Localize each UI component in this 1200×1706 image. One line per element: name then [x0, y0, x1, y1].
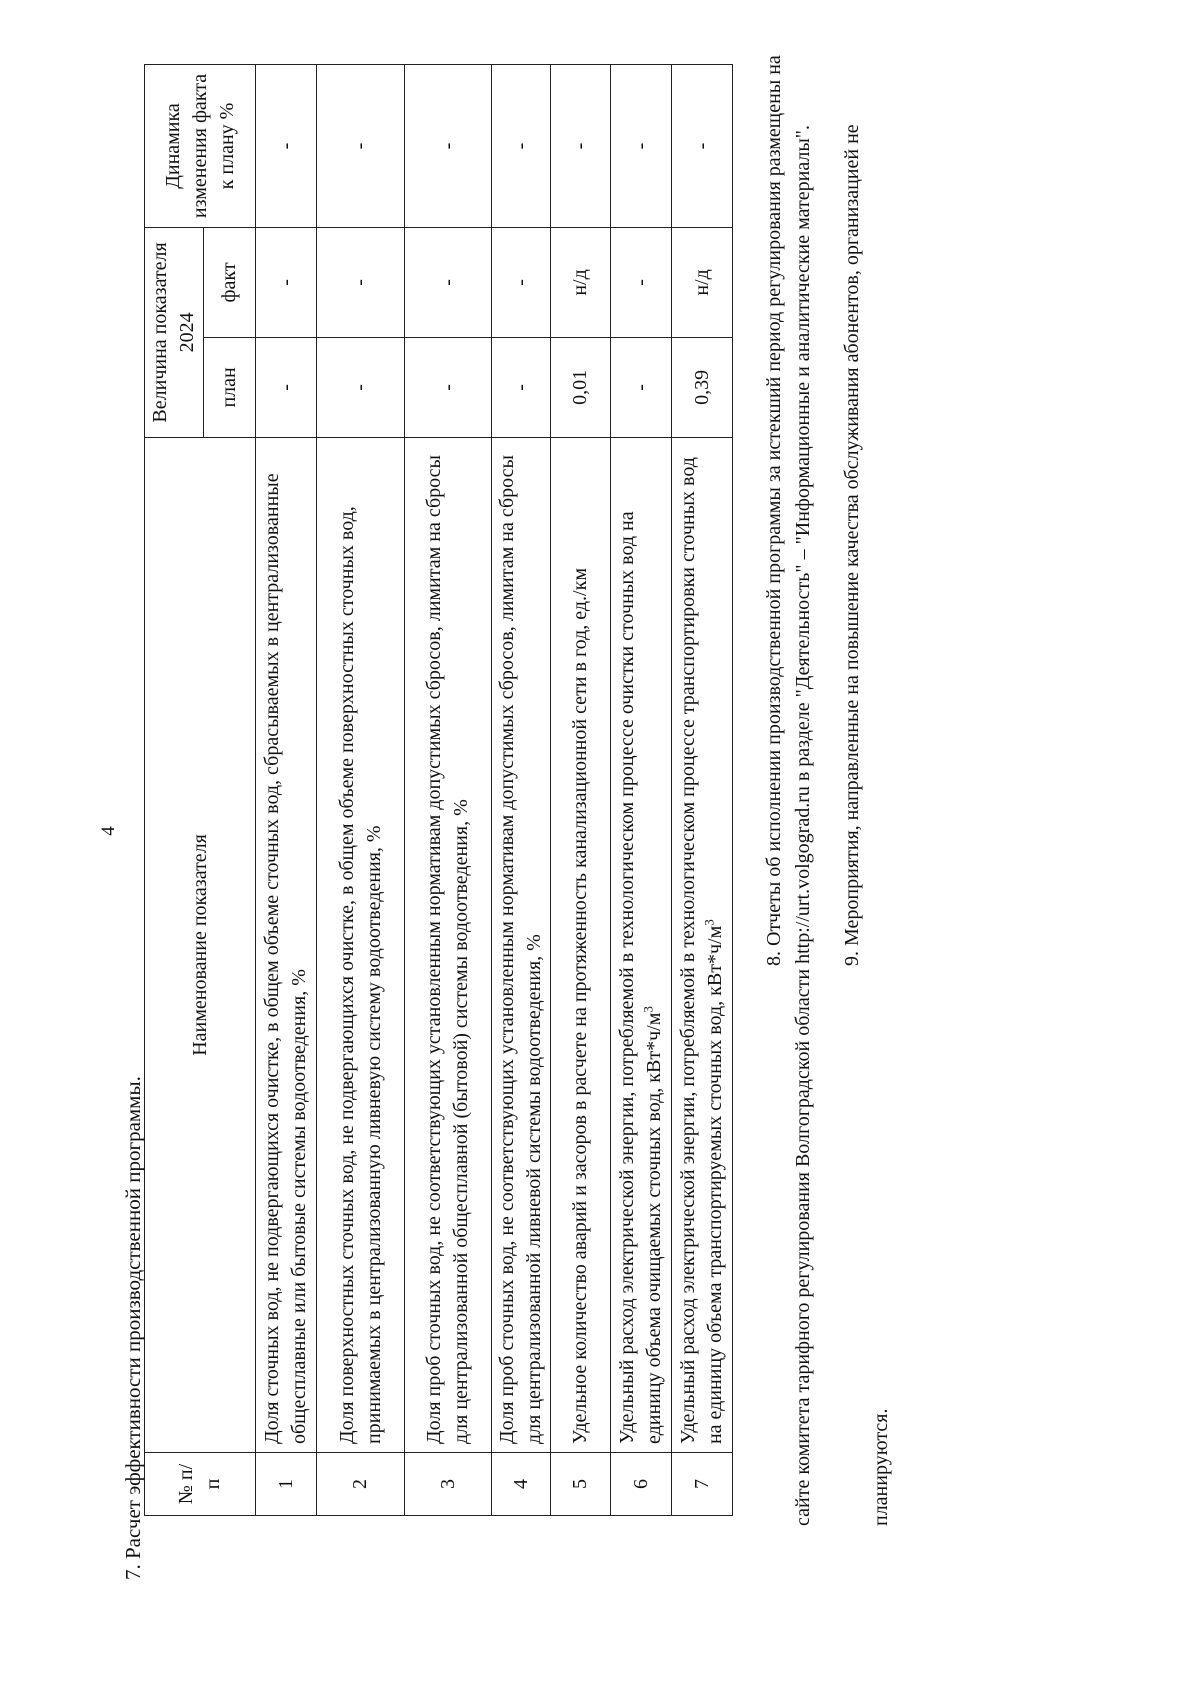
row-fact: - — [405, 227, 492, 337]
row-dynamics: - — [256, 65, 317, 228]
table-row — [256, 65, 317, 1516]
row-fact: - — [492, 227, 551, 337]
row-num: 5 — [551, 1453, 611, 1516]
row-fact: н/д — [551, 227, 611, 337]
row-plan: 0,01 — [551, 337, 611, 437]
row-fact: - — [256, 227, 317, 337]
row-num: 6 — [611, 1453, 672, 1516]
row-plan: 0,39 — [672, 337, 733, 437]
row-dynamics: - — [672, 65, 733, 228]
row-name-text: Удельный расход электрической энергии, потребляемой в технологическом процессе очистки сточных вод на единицу объема очищаемых сточных вод, кВт*ч/м — [616, 511, 665, 1445]
header-fact: факт — [204, 227, 256, 337]
row-num: 2 — [317, 1453, 405, 1516]
header-dynamics: Динамика изменения факта к плану % — [145, 65, 256, 228]
table-row — [672, 65, 733, 1516]
row-name: Доля поверхностных сточных вод, не подвергающихся очистке, в общем объеме поверхностных сточных вод, принимаемых в централизованную ливневую систему водоотведения, % — [317, 437, 405, 1452]
table-row — [317, 65, 405, 1516]
row-name-superscript: 3 — [640, 1006, 656, 1013]
row-plan: - — [611, 337, 672, 437]
row-dynamics: - — [492, 65, 551, 228]
row-num: 3 — [405, 1453, 492, 1516]
row-num: 7 — [672, 1453, 733, 1516]
header-plan: план — [204, 337, 256, 437]
row-dynamics: - — [611, 65, 672, 228]
row-num: 1 — [256, 1453, 317, 1516]
row-name: Доля проб сточных вод, не соответствующих установленным нормативам допустимых сбросов, лимитам на сбросы для централизованной ливневой системы водоотведения, % — [492, 437, 551, 1452]
row-name-text: Удельный расход электрической энергии, потребляемой в технологическом процессе транспортировки сточных вод на единицу объема транспортируемых сточных вод, кВт*ч/м — [677, 457, 726, 1445]
row-plan: - — [405, 337, 492, 437]
row-name: Доля проб сточных вод, не соответствующих установленным нормативам допустимых сбросов, лимитам на сбросы для централизованной общесплавной (бытовой) системы водоотведения, % — [405, 437, 492, 1452]
header-num: № п/п — [145, 1453, 256, 1516]
row-plan: - — [492, 337, 551, 437]
row-name — [672, 437, 733, 1452]
row-num: 4 — [492, 1453, 551, 1516]
row-plan: - — [317, 337, 405, 437]
row-name: Доля сточных вод, не подвергающихся очистке, в общем объеме сточных вод, сбрасываемых в централизованные общесплавные или бытовые системы водоотведения, % — [256, 437, 317, 1452]
header-value-group: Величина показателя 2024 — [145, 227, 204, 437]
row-dynamics: - — [317, 65, 405, 228]
table-row — [551, 65, 611, 1516]
row-plan: - — [256, 337, 317, 437]
row-fact: н/д — [672, 227, 733, 337]
header-name: Наименование показателя — [145, 437, 256, 1452]
row-fact: - — [611, 227, 672, 337]
row-name: Удельное количество аварий и засоров в расчете на протяженность канализационной сети в год, ед./км — [551, 437, 611, 1452]
paragraph-measures: 9. Мероприятия, направленные на повышение качества обслуживания абонентов, организацией не планируются. — [841, 124, 892, 1526]
paragraph-reports: 8. Отчеты об исполнении производственной программы за истекший период регулирования размещены на сайте комитета тарифного регулирования Волгоградской области http://urt.volgograd.ru в разделе "Деятельность" – "Информационные и аналитические материалы". — [763, 55, 814, 1526]
table-row — [611, 65, 672, 1516]
table-row — [492, 65, 551, 1516]
efficiency-table — [144, 64, 733, 1516]
page-number: 4 — [98, 826, 119, 836]
row-fact: - — [317, 227, 405, 337]
row-name-superscript: 3 — [701, 919, 717, 926]
row-dynamics: - — [551, 65, 611, 228]
section-title: 7. Расчет эффективности производственной программы. — [121, 1076, 145, 1580]
row-name — [611, 437, 672, 1452]
row-dynamics: - — [405, 65, 492, 228]
table-row — [405, 65, 492, 1516]
